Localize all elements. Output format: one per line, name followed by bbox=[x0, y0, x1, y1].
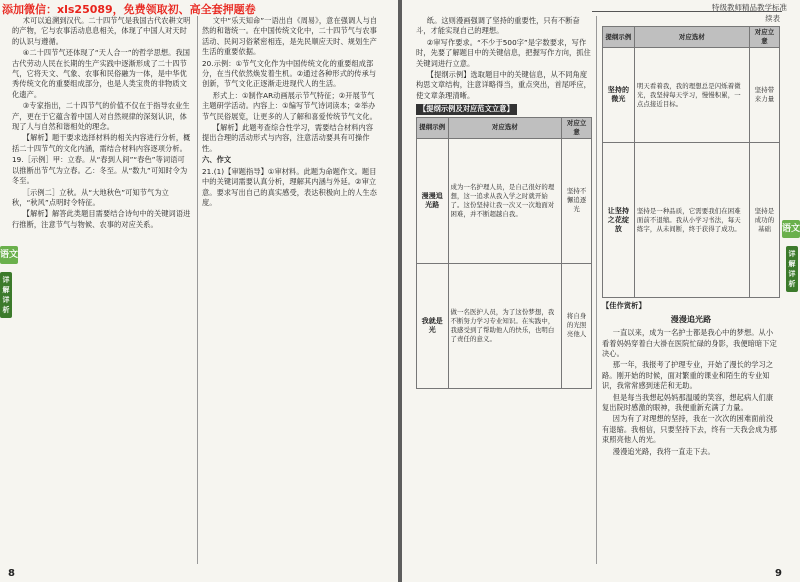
left-page bbox=[0, 0, 398, 582]
left-col1-para: 【解析】解答此类题目需要结合诗句中的关键词语进行推断，注意节气与物候、农事的对应关系。 bbox=[12, 209, 191, 229]
right-column-2 bbox=[602, 14, 780, 564]
page-number-left: 8 bbox=[8, 568, 15, 579]
left-column-1 bbox=[12, 16, 192, 564]
left-col1-para: 术可以追溯到汉代。二十四节气是我国古代农耕文明的产物，它与农事活动息息相关，体现了中国人对天时的认识与遵循。 bbox=[12, 16, 191, 46]
side-tab-subtitle: 详解详析 bbox=[0, 272, 12, 318]
table-row bbox=[417, 263, 592, 388]
left-col2-para: 21.(1)【审题指导】①审材料。此题为命题作文。题目中的关键词需要认真分析，理解其内涵与外延。②审立意。要求写出自己的真实感受，表达积极向上的人生态度。 bbox=[202, 166, 377, 207]
right-page bbox=[402, 0, 800, 582]
table-cell-material: 明天看着我，我的理想总是闪烁着微光，我坚持每天学习，慢慢积累，一点点接近目标。 bbox=[634, 48, 749, 143]
left-col1-para: ④二十四节气还体现了“天人合一”的哲学思想。我国古代劳动人民在长期的生产实践中逐渐形成了二十四节气，它将天文、气象、农事和民俗融为一体，是中华优秀传统文化的重要组成部分，也是人类宝贵的非物质文化遗产。 bbox=[12, 48, 191, 99]
header-title: 特级教师精品教学标准 bbox=[712, 3, 787, 12]
right-col1-para: 【提纲示例】选取题目中的关键信息，从不同角度构思文章结构，注意详略得当，重点突出，首尾呼应，使文章条理清晰。 bbox=[416, 70, 591, 100]
left-col2-para: 20.示例：①节气文化作为中国传统文化的重要组成部分，在当代依然焕发着生机。②通过各种形式的传承与创新，节气文化正逐渐走进现代人的生活。 bbox=[202, 58, 377, 89]
left-col2-para: 【解析】此题考查综合性学习，需要结合材料内容提出合理的活动形式与内容，注意活动要具有可操作性。 bbox=[202, 123, 374, 153]
right-col1-para: ②审写作要求。“不少于500字”是字数要求，写作时，先要了解题目中的关键信息，把握写作方向，抓住关键词进行立意。 bbox=[416, 37, 591, 68]
table-cell-material: 成为一名护理人员，是自己很好的理想，这一追求从我入学之时就开始了。这份坚持让我一次又一次地面对困难，并不断超越自我。 bbox=[448, 138, 562, 263]
table-cell-label: 漫漫追光路 bbox=[417, 138, 449, 263]
left-column-2 bbox=[202, 16, 380, 564]
table-cell-material: 坚持是一种品质，它需要我们在困难面前不退缩。我从小学习书法，每天练字，从未间断，终于获得了成功。 bbox=[634, 143, 749, 298]
outline-table bbox=[416, 117, 592, 389]
table-continued-label: 续表 bbox=[765, 14, 780, 23]
left-col2-para: 文中“乐天知命”一语出自《周易》，意在强调人与自然的和谐统一。在中国传统文化中，二十四节气与农事活动、民间习俗紧密相连，是先民顺应天时、规划生产生活的重要依据。 bbox=[202, 16, 378, 57]
left-col1-para: ③专家指出，二十四节气的价值不仅在于指导农业生产，更在于它蕴含着中国人对自然规律的深刻认识，体现了人与自然和谐相处的理念。 bbox=[12, 101, 190, 132]
table-header: 对应立意 bbox=[749, 27, 779, 48]
table-cell-label: 让坚持之花绽放 bbox=[603, 143, 635, 298]
side-tab-language: 语文 bbox=[0, 246, 18, 264]
table-row bbox=[603, 143, 780, 298]
table-cell-idea: 坚持带来力量 bbox=[749, 48, 779, 143]
left-col2-para: 形式上：①制作AR动画展示节气特征；②开展节气主题研学活动。内容上：①编写节气诗词读本；②举办节气民俗展览，让更多的人了解和喜爱传统节气文化。 bbox=[202, 90, 377, 121]
watermark-text: 添加微信：xls25089，免费领取初、高全套押题卷 bbox=[2, 3, 256, 16]
essay-section-label: 【佳作赏析】 bbox=[602, 301, 646, 311]
table-cell-label: 我就是光 bbox=[417, 263, 449, 388]
essay-para: 漫漫追光路，我将一直走下去。 bbox=[612, 446, 715, 456]
essay-para: 但是每当我想起妈妈那温暖的笑容，想起病人们康复出院时感激的眼神，我便重新充满了力量。 bbox=[602, 392, 774, 413]
table-header: 对应立意 bbox=[562, 117, 592, 138]
essay-para: 一直以来，成为一名护士都是我心中的梦想。从小看着妈妈穿着白大褂在医院忙碌的身影，我便暗暗下定决心。 bbox=[602, 328, 777, 359]
left-col1-para: ［示例二］立秋。从“大地秋色”可知节气为立秋，“秋风”点明时令特征。 bbox=[12, 187, 169, 207]
table-cell-idea: 坚持是成功的基础 bbox=[749, 143, 779, 298]
table-cell-material: 做一名医护人员，为了这份梦想，我不断努力学习专业知识。在实践中，我感受到了帮助他人的快乐，也明白了责任的意义。 bbox=[448, 263, 562, 388]
section-heading: 六、作文 bbox=[202, 155, 232, 165]
outline-table-continued bbox=[602, 26, 780, 298]
table-cell-label: 坚持的微光 bbox=[603, 48, 635, 143]
essay-para: 那一年，我报考了护理专业，开始了漫长的学习之路。刚开始的时候，面对繁重的课业和陌生的专业知识，我常常感到迷茫和无助。 bbox=[602, 360, 774, 391]
table-title: 【提纲示例及对应范文立意】 bbox=[416, 104, 517, 114]
page-number-right: 9 bbox=[775, 568, 782, 579]
right-col1-para: 纸。这则漫画强调了坚持的重要性，只有不断奋斗，才能实现自己的理想。 bbox=[416, 16, 580, 36]
left-col1-para: 19.［示例］甲：立春。从“春到人间”“春色”等词语可以推断出节气为立春。乙：冬至。从“数九”可知时令为冬至。 bbox=[12, 155, 188, 186]
table-cell-idea: 坚持不懈追逐光 bbox=[562, 138, 592, 263]
side-tab-subtitle: 详解详析 bbox=[786, 246, 798, 292]
left-col1-para: 【解析】题干要求选择材料的相关内容进行分析，概括二十四节气的文化内涵，需结合材料内容逐项分析。 bbox=[12, 133, 191, 153]
side-tab-language: 语文 bbox=[782, 220, 800, 238]
table-header: 提纲示例 bbox=[603, 27, 635, 48]
table-header: 对应选材 bbox=[448, 117, 562, 138]
right-column-1 bbox=[416, 16, 592, 564]
table-header: 提纲示例 bbox=[417, 117, 449, 138]
essay-title: 漫漫追光路 bbox=[670, 314, 712, 324]
essay-para: 因为有了对理想的坚持，我在一次次的困难面前没有退缩。我相信，只要坚持下去，终有一天我会成为那束照亮他人的光。 bbox=[602, 414, 777, 445]
table-row bbox=[603, 48, 780, 143]
table-cell-idea: 将自身的光照亮他人 bbox=[562, 263, 592, 388]
table-row bbox=[417, 138, 592, 263]
table-header: 对应选材 bbox=[634, 27, 749, 48]
